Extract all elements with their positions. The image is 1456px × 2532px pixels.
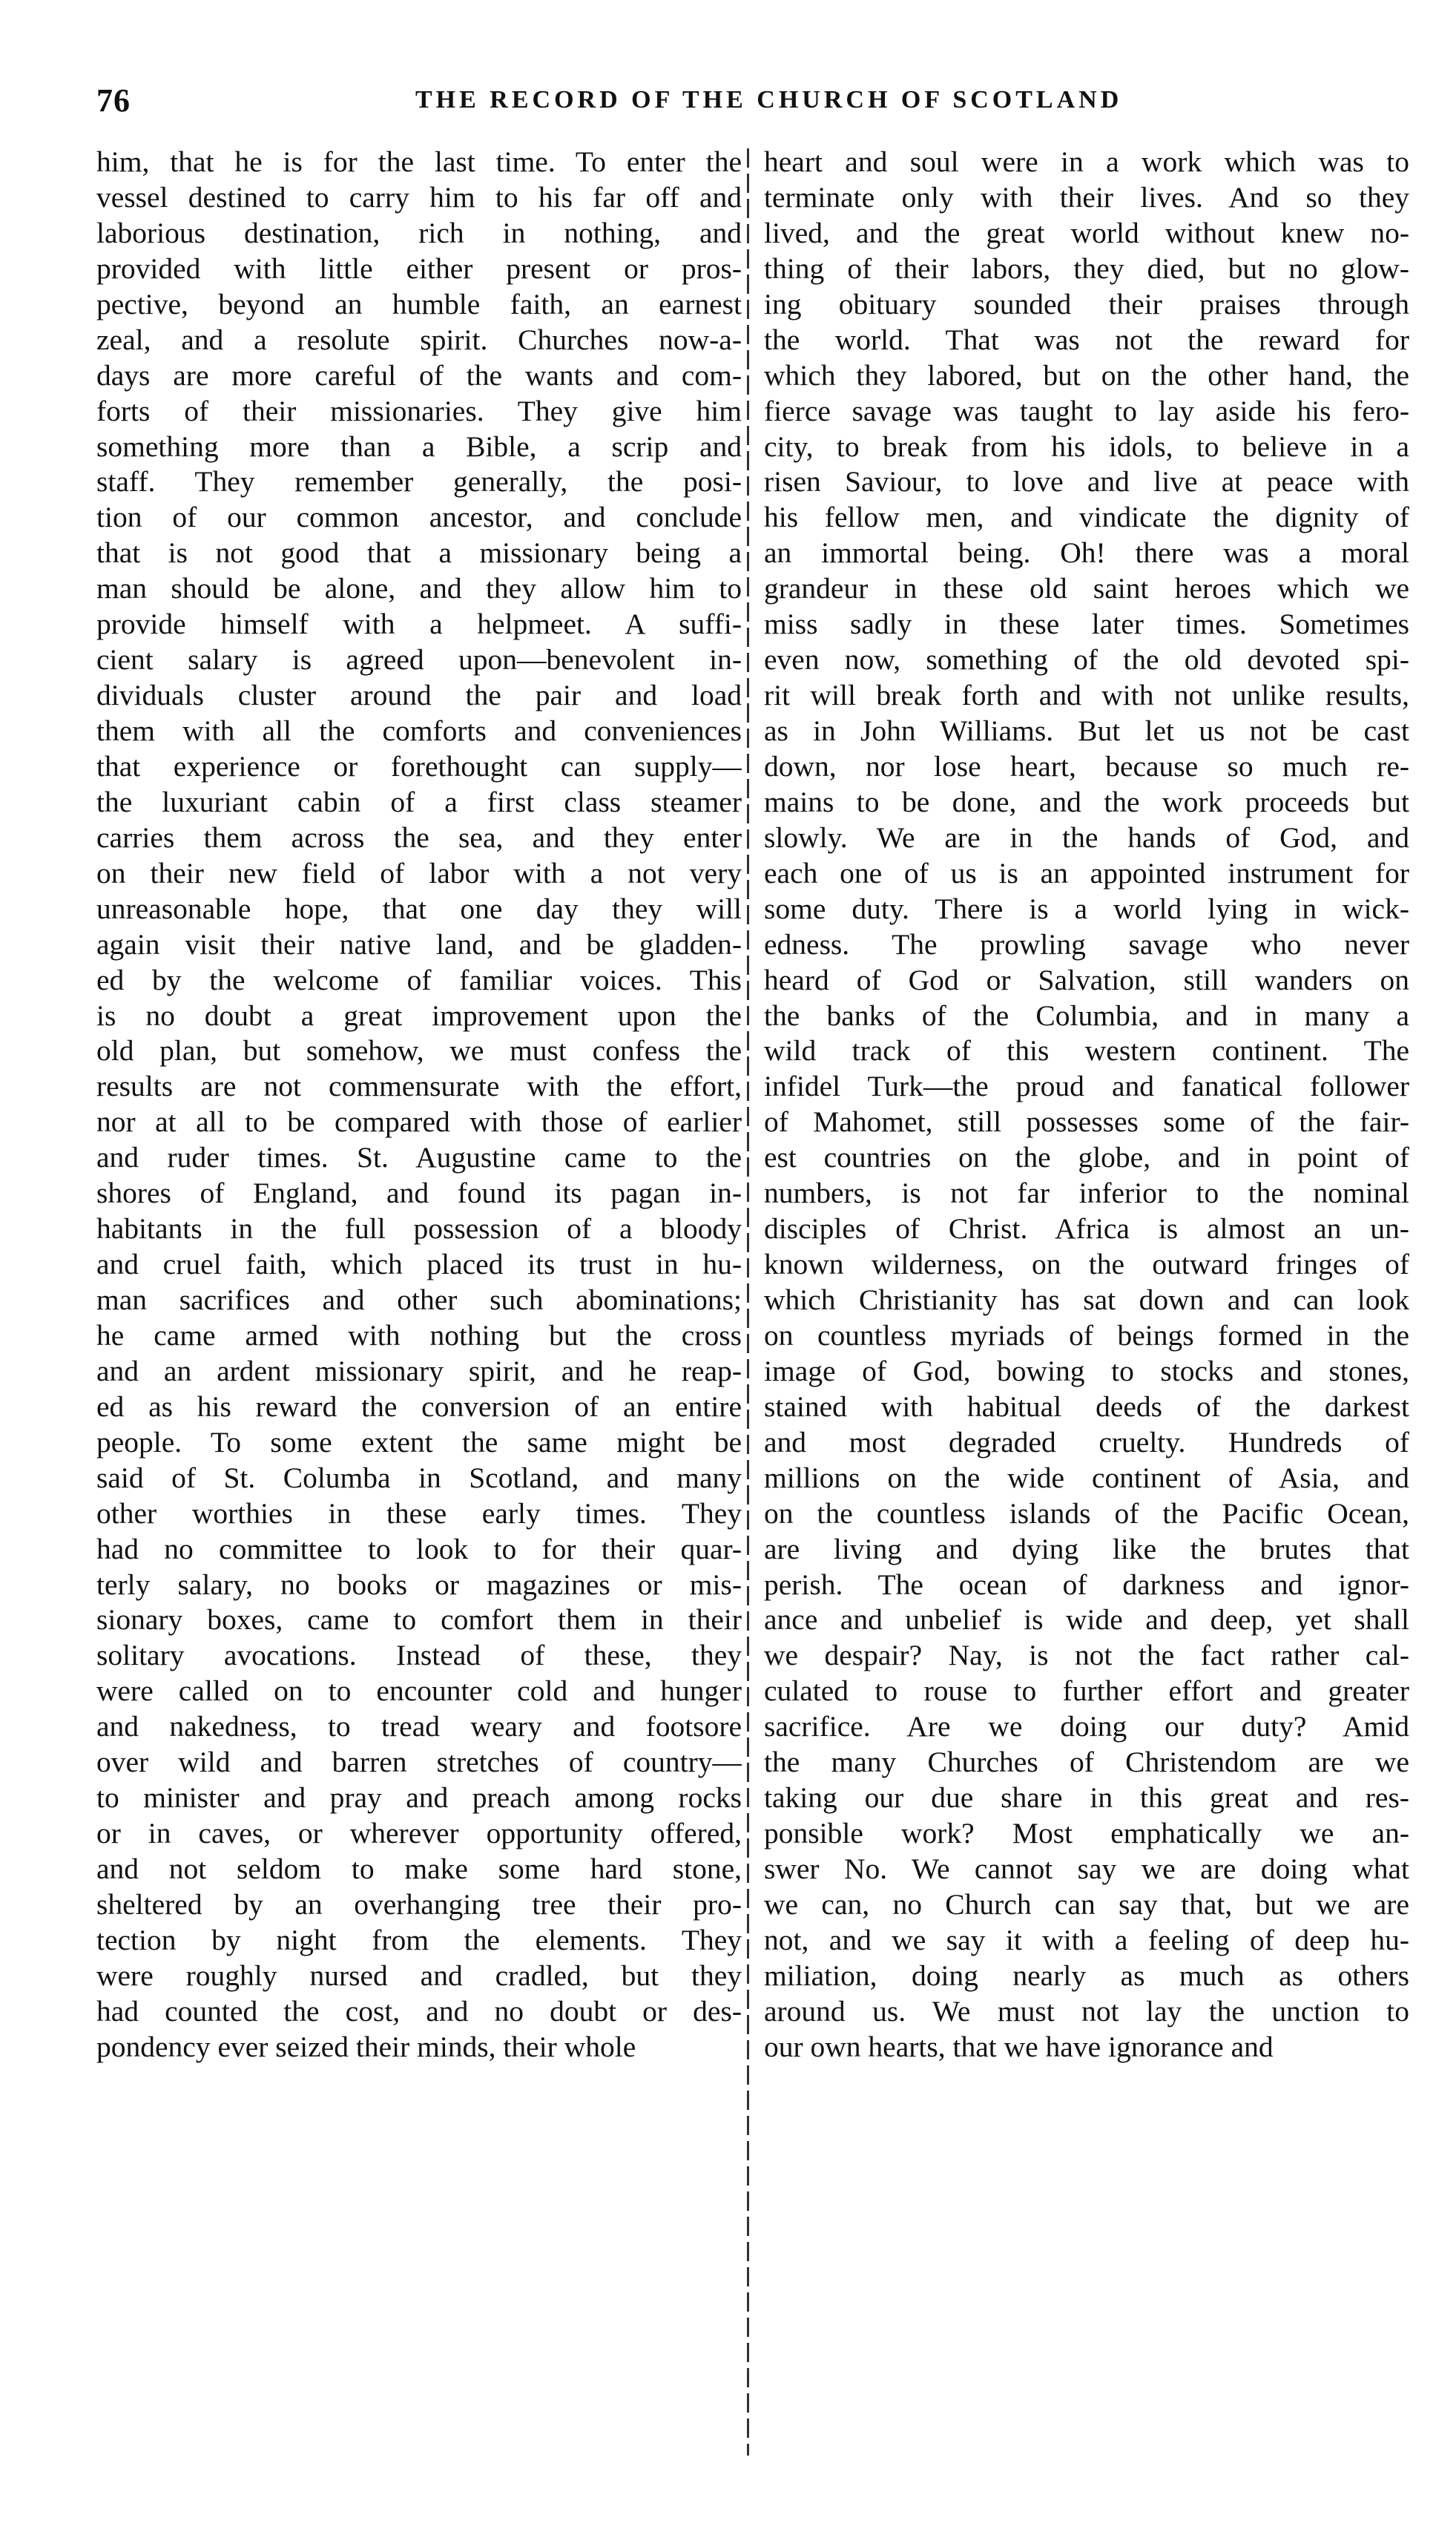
text-line: slowly. We are in the hands of God, and: [764, 821, 1409, 854]
text-line: infidel Turk—the proud and fanatical follower: [764, 1070, 1409, 1103]
text-line: sheltered by an overhanging tree their pro-: [96, 1887, 742, 1921]
text-line: pondency ever seized their minds, their whole: [96, 2030, 636, 2063]
text-line: and cruel faith, which placed its trust in hu-: [96, 1248, 742, 1281]
text-line: on their new field of labor with a not very: [96, 856, 742, 890]
text-line: his fellow men, and vindicate the dignity of: [764, 501, 1409, 534]
text-line: tion of our common ancestor, and conclude: [96, 501, 742, 534]
text-line: wild track of this western continent. The: [764, 1034, 1409, 1068]
right-text-column: [764, 145, 1409, 2459]
text-line: some duty. There is a world lying in wick-: [764, 892, 1409, 925]
text-line: down, nor lose heart, because so much re-: [764, 749, 1409, 783]
text-line: terly salary, no books or magazines or mis-: [96, 1568, 742, 1601]
text-line: ponsible work? Most emphatically we an-: [764, 1817, 1409, 1850]
text-line: nor at all to be compared with those of earlier: [96, 1105, 742, 1139]
text-line: man sacrifices and other such abominations;: [96, 1283, 742, 1316]
text-line: thing of their labors, they died, but no glow-: [764, 251, 1409, 285]
text-line: ing obituary sounded their praises through: [764, 287, 1409, 320]
text-line: ance and unbelief is wide and deep, yet shall: [764, 1603, 1409, 1637]
text-line: staff. They remember generally, the posi-: [96, 465, 742, 499]
text-line: forts of their missionaries. They give him: [96, 394, 742, 427]
text-line: even now, something of the old devoted spi-: [764, 643, 1409, 677]
text-line: risen Saviour, to love and live at peace with: [764, 465, 1409, 499]
text-line: sacrifice. Are we doing our duty? Amid: [764, 1710, 1409, 1743]
text-line: or in caves, or wherever opportunity offered,: [96, 1817, 742, 1850]
text-line: not, and we say it with a feeling of deep hu-: [764, 1923, 1409, 1956]
text-line: we can, no Church can say that, but we are: [764, 1887, 1409, 1921]
text-line: rit will break forth and with not unlike results,: [764, 679, 1409, 712]
text-line: fierce savage was taught to lay aside his fero-: [764, 394, 1409, 427]
text-line: dividuals cluster around the pair and load: [96, 679, 742, 712]
text-line: miss sadly in these later times. Sometimes: [764, 608, 1409, 641]
text-line: results are not commensurate with the effort,: [96, 1070, 742, 1103]
text-line: said of St. Columba in Scotland, and many: [96, 1461, 742, 1494]
text-line: the world. That was not the reward for: [764, 323, 1409, 356]
text-line: provide himself with a helpmeet. A suffi-: [96, 608, 742, 641]
text-line: terminate only with their lives. And so they: [764, 180, 1409, 214]
text-line: and an ardent missionary spirit, and he reap-: [96, 1354, 742, 1387]
text-line: people. To some extent the same might be: [96, 1425, 742, 1459]
text-line: were called on to encounter cold and hunger: [96, 1674, 742, 1708]
text-line: on countless myriads of beings formed in the: [764, 1318, 1409, 1352]
text-line: known wilderness, on the outward fringes of: [764, 1248, 1409, 1281]
text-line: the many Churches of Christendom are we: [764, 1746, 1409, 1779]
text-line: city, to break from his idols, to believe in a: [764, 430, 1409, 463]
page-number: 76: [96, 82, 131, 119]
text-line: pective, beyond an humble faith, an earnest: [96, 287, 742, 320]
text-line: numbers, is not far inferior to the nominal: [764, 1177, 1409, 1210]
text-line: the luxuriant cabin of a first class steamer: [96, 785, 742, 818]
left-text-column: [96, 145, 742, 2459]
text-line: is no doubt a great improvement upon the: [96, 999, 742, 1032]
text-line: on the countless islands of the Pacific Ocean,: [764, 1496, 1409, 1530]
text-line: est countries on the globe, and in point of: [764, 1141, 1409, 1174]
text-line: mains to be done, and the work proceeds but: [764, 785, 1409, 818]
text-line: days are more careful of the wants and com-: [96, 358, 742, 392]
text-line: stained with habitual deeds of the darkest: [764, 1390, 1409, 1423]
text-line: other worthies in these early times. They: [96, 1496, 742, 1530]
text-line: and most degraded cruelty. Hundreds of: [764, 1425, 1409, 1459]
text-line: of Mahomet, still possesses some of the fair-: [764, 1105, 1409, 1139]
text-line: we despair? Nay, is not the fact rather cal-: [764, 1639, 1409, 1672]
text-line: which Christianity has sat down and can look: [764, 1283, 1409, 1316]
text-line: heard of God or Salvation, still wanders on: [764, 963, 1409, 996]
text-line: that experience or forethought can supply—: [96, 749, 742, 783]
text-line: cient salary is agreed upon—benevolent in-: [96, 643, 742, 677]
text-line: and nakedness, to tread weary and footsore: [96, 1710, 742, 1743]
text-line: over wild and barren stretches of country—: [96, 1746, 742, 1779]
text-line: had no committee to look to for their quar-: [96, 1532, 742, 1565]
text-line: carries them across the sea, and they enter: [96, 821, 742, 854]
text-line: something more than a Bible, a scrip and: [96, 430, 742, 463]
text-line: vessel destined to carry him to his far off and: [96, 180, 742, 214]
text-line: lived, and the great world without knew no-: [764, 216, 1409, 249]
text-line: grandeur in these old saint heroes which we: [764, 572, 1409, 605]
text-line: had counted the cost, and no doubt or des-: [96, 1994, 742, 2028]
text-line: that is not good that a missionary being a: [96, 536, 742, 570]
text-line: each one of us is an appointed instrument for: [764, 856, 1409, 890]
text-line: an immortal being. Oh! there was a moral: [764, 536, 1409, 570]
text-line: perish. The ocean of darkness and ignor-: [764, 1568, 1409, 1601]
text-line: disciples of Christ. Africa is almost an un-: [764, 1212, 1409, 1246]
text-line: millions on the wide continent of Asia, and: [764, 1461, 1409, 1494]
text-line: zeal, and a resolute spirit. Churches now-a-: [96, 323, 742, 356]
text-line: old plan, but somehow, we must confess the: [96, 1034, 742, 1068]
text-line: solitary avocations. Instead of these, they: [96, 1639, 742, 1672]
text-line: man should be alone, and they allow him to: [96, 572, 742, 605]
text-line: as in John Williams. But let us not be cast: [764, 714, 1409, 747]
text-line: swer No. We cannot say we are doing what: [764, 1852, 1409, 1885]
text-line: shores of England, and found its pagan in-: [96, 1177, 742, 1210]
text-line: them with all the comforts and conveniences: [96, 714, 742, 747]
text-line: ed as his reward the conversion of an entire: [96, 1390, 742, 1423]
text-line: the banks of the Columbia, and in many a: [764, 999, 1409, 1032]
text-line: heart and soul were in a work which was to: [764, 145, 1409, 178]
text-line: are living and dying like the brutes that: [764, 1532, 1409, 1565]
running-head: THE RECORD OF THE CHURCH OF SCOTLAND: [415, 86, 1123, 114]
text-line: ed by the welcome of familiar voices. This: [96, 963, 742, 996]
text-line: our own hearts, that we have ignorance and: [764, 2030, 1274, 2063]
text-line: and ruder times. St. Augustine came to the: [96, 1141, 742, 1174]
text-line: culated to rouse to further effort and greater: [764, 1674, 1409, 1708]
text-line: miliation, doing nearly as much as others: [764, 1959, 1409, 1992]
text-line: habitants in the full possession of a bloody: [96, 1212, 742, 1246]
text-line: unreasonable hope, that one day they will: [96, 892, 742, 925]
text-line: which they labored, but on the other hand, the: [764, 358, 1409, 392]
text-line: were roughly nursed and cradled, but they: [96, 1959, 742, 1992]
text-line: provided with little either present or pros-: [96, 251, 742, 285]
page-header: [96, 82, 1372, 126]
text-line: sionary boxes, came to comfort them in their: [96, 1603, 742, 1637]
text-line: again visit their native land, and be gladden-: [96, 927, 742, 961]
text-line: to minister and pray and preach among rocks: [96, 1781, 742, 1815]
text-line: around us. We must not lay the unction to: [764, 1994, 1409, 2028]
text-line: he came armed with nothing but the cross: [96, 1318, 742, 1352]
text-line: taking our due share in this great and res-: [764, 1781, 1409, 1815]
text-line: image of God, bowing to stocks and stones,: [764, 1354, 1409, 1387]
text-line: laborious destination, rich in nothing, and: [96, 216, 742, 249]
text-line: and not seldom to make some hard stone,: [96, 1852, 742, 1885]
column-divider: [747, 148, 749, 2456]
text-line: tection by night from the elements. They: [96, 1923, 742, 1956]
text-line: edness. The prowling savage who never: [764, 927, 1409, 961]
text-line: him, that he is for the last time. To enter the: [96, 145, 742, 178]
